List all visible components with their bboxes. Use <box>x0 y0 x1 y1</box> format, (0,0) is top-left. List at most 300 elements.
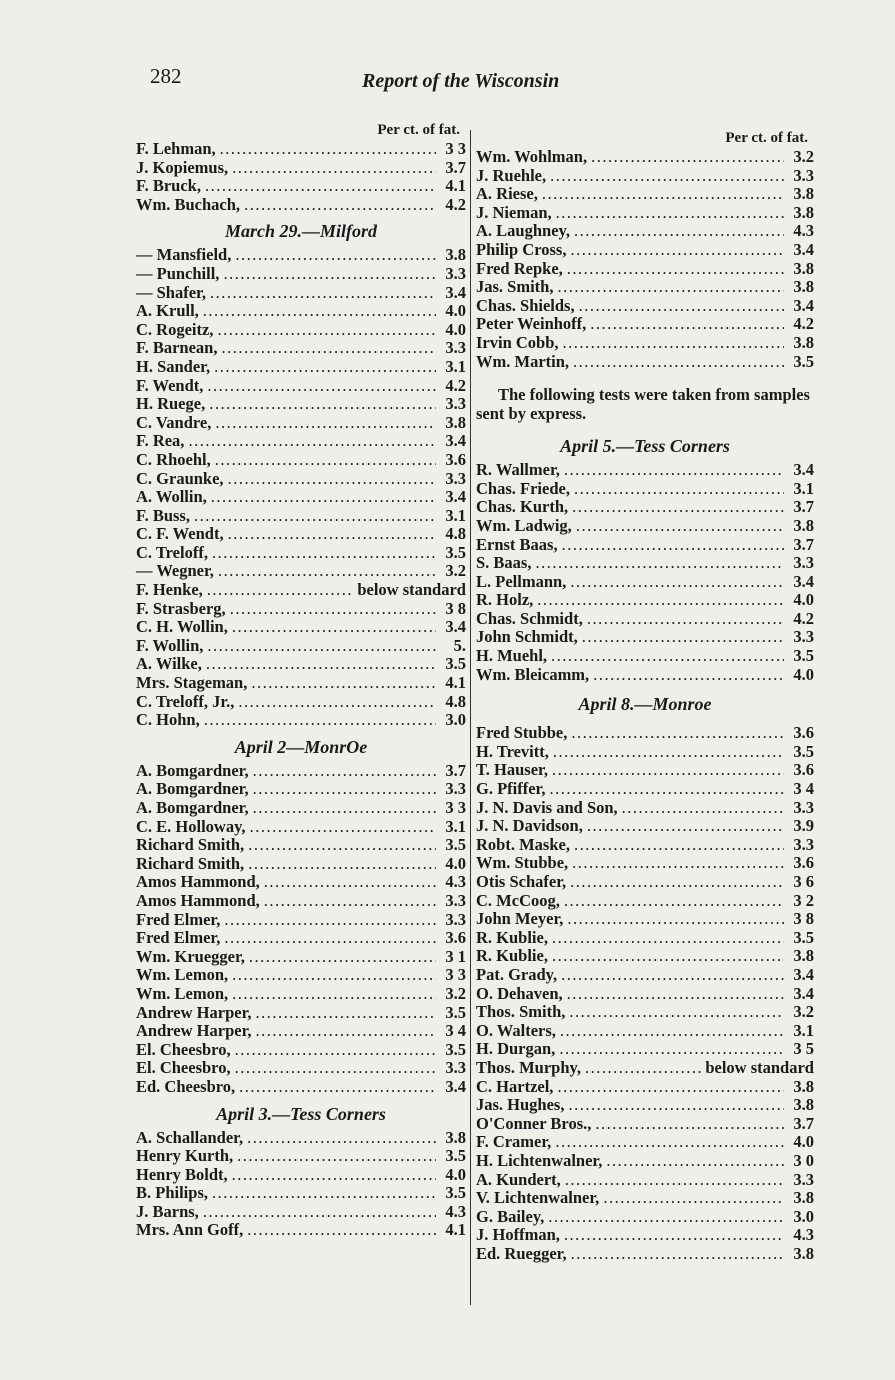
entry-name: Mrs. Ann Goff, <box>136 1220 244 1240</box>
list-item <box>476 799 814 818</box>
dot-leader <box>203 302 436 321</box>
fat-percent: 3.3 <box>793 553 814 573</box>
list-item <box>136 762 466 781</box>
fat-percent: 3.7 <box>793 497 814 517</box>
entry-name: Amos Hammond, <box>136 890 260 910</box>
entry-name: O'Conner Bros., <box>476 1113 592 1133</box>
list-item <box>476 536 814 555</box>
fat-percent: 3.3 <box>793 165 814 185</box>
list-item <box>476 628 814 647</box>
dot-leader <box>593 666 784 685</box>
entry-name: A. Krull, <box>136 301 199 321</box>
list-item <box>136 1184 466 1203</box>
section-heading: April 2—MonrOe <box>234 736 368 757</box>
dot-leader <box>223 265 436 284</box>
entry-name: C. Vandre, <box>136 412 212 432</box>
column-header: Per ct. of fat. <box>725 130 808 146</box>
fat-percent: 3.4 <box>793 295 814 315</box>
dot-leader <box>221 339 436 358</box>
column-header: Per ct. of fat. <box>377 122 460 138</box>
entry-name: F. Henke, <box>136 580 203 600</box>
list-item <box>136 544 466 563</box>
entry-name: Fred Stubbe, <box>476 723 568 743</box>
list-item <box>136 618 466 637</box>
fat-percent: 3.8 <box>793 515 814 535</box>
list-item <box>136 674 466 693</box>
fat-percent: below standard <box>357 580 466 600</box>
fat-percent: 4.1 <box>445 1220 466 1240</box>
dot-leader <box>587 817 784 836</box>
list-item <box>476 1171 814 1190</box>
dot-leader <box>574 480 784 499</box>
entry-name: H. Sander, <box>136 356 211 376</box>
entry-name: A. Laughney, <box>476 221 570 241</box>
fat-percent: 3.6 <box>445 928 466 948</box>
note-paragraph: The following tests were taken from samples sent by express. <box>476 385 810 424</box>
fat-percent: 3.3 <box>445 338 466 358</box>
list-item <box>136 140 466 159</box>
dot-leader <box>218 562 436 581</box>
dot-leader <box>576 517 784 536</box>
entry-name: C. Hartzel, <box>476 1076 554 1096</box>
list-item <box>136 780 466 799</box>
fat-percent: 3 4 <box>445 1021 466 1041</box>
fat-percent: below standard <box>705 1057 814 1077</box>
dot-leader <box>237 1147 436 1166</box>
entry-name: S. Baas, <box>476 553 532 573</box>
fat-percent: 3.4 <box>445 1076 466 1096</box>
list-item <box>136 892 466 911</box>
dot-leader <box>622 799 784 818</box>
entry-name: Henry Boldt, <box>136 1164 228 1184</box>
fat-percent: 3.3 <box>445 468 466 488</box>
fat-percent: 3 0 <box>793 1150 814 1170</box>
fat-percent: 3.5 <box>445 542 466 562</box>
list-item <box>136 836 466 855</box>
list-item <box>476 1208 814 1227</box>
list-item <box>136 581 466 600</box>
dot-leader <box>228 470 436 489</box>
dot-leader <box>217 321 436 340</box>
list-item <box>136 339 466 358</box>
dot-leader <box>232 966 436 985</box>
dot-leader <box>230 600 436 619</box>
dot-leader <box>569 1003 784 1022</box>
dot-leader <box>253 762 436 781</box>
entry-name: Richard Smith, <box>136 853 245 873</box>
entry-name: C. Treloff, <box>136 542 208 562</box>
fat-percent: 3.4 <box>793 571 814 591</box>
list-item <box>476 517 814 536</box>
dot-leader <box>567 985 784 1004</box>
entry-name: Wm. Martin, <box>476 351 570 371</box>
list-item <box>476 1040 814 1059</box>
entry-name: B. Philips, <box>136 1183 208 1203</box>
fat-percent: 4.8 <box>445 691 466 711</box>
list-group <box>136 1129 466 1241</box>
entry-name: C. Hohn, <box>136 710 200 730</box>
list-item <box>476 1059 814 1078</box>
entry-name: C. E. Holloway, <box>136 816 246 836</box>
entry-name: J. N. Davis and Son, <box>476 797 618 817</box>
entry-name: Ed. Cheesbro, <box>136 1076 236 1096</box>
dot-leader <box>565 1171 784 1190</box>
dot-leader <box>568 1096 784 1115</box>
dot-leader <box>571 1245 784 1264</box>
section-heading: April 5.—Tess Corners <box>560 436 730 457</box>
list-item <box>476 966 814 985</box>
list-item <box>136 855 466 874</box>
fat-percent: 3.3 <box>793 834 814 854</box>
entry-name: A. Bomgardner, <box>136 779 249 799</box>
entry-name: J. Kopiemus, <box>136 157 229 177</box>
entry-name: Wm. Buchach, <box>136 194 241 214</box>
fat-percent: 3.2 <box>445 983 466 1003</box>
list-item <box>136 1004 466 1023</box>
fat-percent: 3.3 <box>793 627 814 647</box>
list-item <box>136 929 466 948</box>
list-item <box>136 1078 466 1097</box>
list-item <box>476 1003 814 1022</box>
entry-name: F. Barnean, <box>136 338 218 358</box>
list-item <box>136 1022 466 1041</box>
list-item <box>136 1041 466 1060</box>
entry-name: Pat. Grady, <box>476 964 558 984</box>
entry-name: L. Pellmann, <box>476 571 567 591</box>
list-item <box>136 507 466 526</box>
dot-leader <box>570 241 784 260</box>
dot-leader <box>542 185 784 204</box>
dot-leader <box>572 498 784 517</box>
list-item <box>476 1189 814 1208</box>
fat-percent: 3.0 <box>445 710 466 730</box>
left-column <box>136 120 466 1240</box>
right-column <box>476 128 814 1263</box>
dot-leader <box>211 488 436 507</box>
dot-leader <box>253 799 436 818</box>
fat-percent: 3.6 <box>793 723 814 743</box>
list-item <box>136 470 466 489</box>
entry-name: J. Nieman, <box>476 202 552 222</box>
entry-name: R. Kublie, <box>476 946 548 966</box>
fat-percent: 3.9 <box>793 816 814 836</box>
fat-percent: 4.0 <box>445 1164 466 1184</box>
entry-name: C. F. Wendt, <box>136 524 224 544</box>
fat-percent: 4.2 <box>445 375 466 395</box>
dot-leader <box>561 966 784 985</box>
dot-leader <box>562 536 784 555</box>
list-item <box>476 461 814 480</box>
entry-name: Fred Repke, <box>476 258 563 278</box>
entry-name: Chas. Shields, <box>476 295 575 315</box>
entry-name: Thos. Murphy, <box>476 1057 581 1077</box>
entry-name: C. Treloff, Jr., <box>136 691 235 711</box>
dot-leader <box>552 929 784 948</box>
dot-leader <box>572 854 784 873</box>
entry-name: Andrew Harper, <box>136 1002 252 1022</box>
list-item <box>136 1147 466 1166</box>
dot-leader <box>214 358 436 377</box>
entry-name: H. Durgan, <box>476 1039 556 1059</box>
fat-percent: 3.1 <box>445 356 466 376</box>
dot-leader <box>563 334 784 353</box>
entry-name: F. Bruck, <box>136 176 201 196</box>
dot-leader <box>560 1022 784 1041</box>
list-item <box>136 246 466 265</box>
section-heading: April 8.—Monroe <box>578 694 712 715</box>
list-item <box>476 873 814 892</box>
dot-leader <box>582 628 784 647</box>
fat-percent: 3.3 <box>445 263 466 283</box>
entry-name: — Mansfield, <box>136 245 232 265</box>
entry-name: A. Wollin, <box>136 487 207 507</box>
dot-leader <box>256 1004 437 1023</box>
list-item <box>476 315 814 334</box>
entry-name: O. Dehaven, <box>476 983 563 1003</box>
dot-leader <box>551 647 784 666</box>
list-group <box>136 140 466 214</box>
list-item <box>136 525 466 544</box>
fat-percent: 3.8 <box>793 184 814 204</box>
entry-name: Philip Cross, <box>476 239 567 259</box>
entry-name: H. Ruege, <box>136 394 206 414</box>
entry-name: F. Wollin, <box>136 635 204 655</box>
dot-leader <box>212 1184 436 1203</box>
list-item <box>136 358 466 377</box>
dot-leader <box>235 1059 436 1078</box>
list-item <box>476 204 814 223</box>
list-item <box>476 1133 814 1152</box>
list-item <box>136 395 466 414</box>
entry-name: Richard Smith, <box>136 835 245 855</box>
dot-leader <box>204 711 436 730</box>
dot-leader <box>550 780 785 799</box>
list-item <box>136 1221 466 1240</box>
fat-percent: 3.3 <box>445 909 466 929</box>
section-heading: April 3.—Tess Corners <box>216 1103 386 1124</box>
dot-leader <box>264 873 436 892</box>
dot-leader <box>232 985 436 1004</box>
dot-leader <box>215 414 436 433</box>
fat-percent: 3.8 <box>793 332 814 352</box>
fat-percent: 3.8 <box>793 202 814 222</box>
fat-percent: 4.2 <box>445 194 466 214</box>
entry-name: G. Bailey, <box>476 1206 545 1226</box>
fat-percent: 4.0 <box>793 664 814 684</box>
fat-percent: 3.6 <box>793 760 814 780</box>
fat-percent: 3.8 <box>793 1095 814 1115</box>
entry-name: Wm. Lemon, <box>136 983 229 1003</box>
entry-name: C. Rogeitz, <box>136 319 214 339</box>
entry-name: C. Graunke, <box>136 468 224 488</box>
fat-percent: 3.2 <box>793 147 814 166</box>
fat-percent: 3 1 <box>445 946 466 966</box>
list-item <box>476 278 814 297</box>
fat-percent: 3.3 <box>793 797 814 817</box>
dot-leader <box>210 284 436 303</box>
entry-name: J. Hoffman, <box>476 1225 560 1245</box>
dot-leader <box>553 743 784 762</box>
dot-leader <box>207 637 436 656</box>
fat-percent: 3.5 <box>445 654 466 674</box>
list-item <box>136 1129 466 1148</box>
dot-leader <box>564 892 784 911</box>
dot-leader <box>579 297 784 316</box>
entry-name: H. Trevitt, <box>476 741 549 761</box>
fat-percent: 3.6 <box>793 853 814 873</box>
list-item <box>136 985 466 1004</box>
dot-leader <box>206 655 436 674</box>
list-item <box>476 591 814 610</box>
list-item <box>136 873 466 892</box>
fat-percent: 3.5 <box>445 1002 466 1022</box>
fat-percent: 4.0 <box>445 319 466 339</box>
entry-name: F. Cramer, <box>476 1132 552 1152</box>
fat-percent: 3 2 <box>793 890 814 910</box>
fat-percent: 3 3 <box>445 798 466 817</box>
entry-name: Wm. Kruegger, <box>136 946 245 966</box>
dot-leader <box>215 451 436 470</box>
section-heading: March 29.—Milford <box>224 221 377 242</box>
fat-percent: 3.8 <box>445 412 466 432</box>
list-item <box>136 451 466 470</box>
fat-percent: 4.3 <box>793 221 814 241</box>
entry-name: A. Bomgardner, <box>136 798 249 817</box>
list-item <box>136 1059 466 1078</box>
fat-percent: 3.4 <box>445 431 466 451</box>
fat-percent: 4.0 <box>793 590 814 610</box>
fat-percent: 4.2 <box>793 608 814 628</box>
entry-name: H. Lichtenwalner, <box>476 1150 603 1170</box>
fat-percent: 3 3 <box>445 965 466 985</box>
list-item <box>136 432 466 451</box>
list-item <box>476 241 814 260</box>
list-item <box>136 1203 466 1222</box>
list-item <box>136 414 466 433</box>
list-item <box>476 947 814 966</box>
dot-leader <box>212 544 436 563</box>
entry-name: John Meyer, <box>476 909 564 929</box>
dot-leader <box>590 315 784 334</box>
list-item <box>476 1096 814 1115</box>
list-item <box>476 985 814 1004</box>
fat-percent: 3.2 <box>445 561 466 581</box>
dot-leader <box>548 1208 784 1227</box>
fat-percent: 3 5 <box>793 1039 814 1059</box>
entry-name: Mrs. Stageman, <box>136 673 248 693</box>
entry-name: A. Schallander, <box>136 1127 244 1147</box>
dot-leader <box>250 818 436 837</box>
list-item <box>136 562 466 581</box>
list-item <box>476 780 814 799</box>
list-item <box>136 711 466 730</box>
dot-leader <box>557 1078 784 1097</box>
entry-name: Henry Kurth, <box>136 1146 234 1166</box>
dot-leader <box>238 693 436 712</box>
list-item <box>476 892 814 911</box>
dot-leader <box>573 353 784 372</box>
list-item <box>476 498 814 517</box>
list-item <box>476 222 814 241</box>
list-item <box>476 1022 814 1041</box>
fat-percent: 3.8 <box>793 258 814 278</box>
fat-percent: 4.0 <box>445 853 466 873</box>
entry-name: J. N. Davidson, <box>476 816 583 836</box>
list-item <box>136 693 466 712</box>
entry-name: O. Walters, <box>476 1020 556 1040</box>
dot-leader <box>552 761 784 780</box>
list-item <box>136 488 466 507</box>
entry-name: J. Ruehle, <box>476 165 547 185</box>
dot-leader <box>256 1022 437 1041</box>
dot-leader <box>595 1115 784 1134</box>
dot-leader <box>264 892 436 911</box>
entry-name: — Punchill, <box>136 263 220 283</box>
fat-percent: 3.5 <box>445 835 466 855</box>
fat-percent: 3.4 <box>445 487 466 507</box>
list-group <box>476 148 814 371</box>
list-item <box>476 666 814 685</box>
dot-leader <box>606 1152 784 1171</box>
list-item <box>476 353 814 372</box>
fat-percent: 3.8 <box>793 1188 814 1208</box>
entry-name: C. McCoog, <box>476 890 560 910</box>
fat-percent: 4.3 <box>445 872 466 892</box>
fat-percent: 3.3 <box>793 1169 814 1189</box>
entry-name: Chas. Friede, <box>476 478 570 498</box>
fat-percent: 3.8 <box>793 946 814 966</box>
fat-percent: 4.0 <box>445 301 466 321</box>
dot-leader <box>570 873 784 892</box>
fat-percent: 3.7 <box>793 534 814 554</box>
list-group <box>476 461 814 684</box>
dot-leader <box>205 177 436 196</box>
entry-name: F. Rea, <box>136 431 185 451</box>
fat-percent: 4.8 <box>445 524 466 544</box>
list-group <box>476 724 814 1263</box>
list-item <box>136 196 466 215</box>
fat-percent: 3 8 <box>793 909 814 929</box>
dot-leader <box>232 1166 436 1185</box>
entry-name: R. Holz, <box>476 590 534 610</box>
list-item <box>136 284 466 303</box>
entry-name: Wm. Bleicamm, <box>476 664 590 684</box>
dot-leader <box>555 1133 784 1152</box>
list-item <box>476 260 814 279</box>
dot-leader <box>224 911 436 930</box>
fat-percent: 3.8 <box>793 1243 814 1263</box>
fat-percent: 3.7 <box>445 760 466 780</box>
dot-leader <box>220 140 436 159</box>
list-group <box>136 762 466 1097</box>
entry-name: J. Barns, <box>136 1201 199 1221</box>
dot-leader <box>247 1129 436 1148</box>
list-item <box>476 167 814 186</box>
fat-percent: 4.1 <box>445 176 466 196</box>
entry-name: — Wegner, <box>136 561 214 581</box>
entry-name: Jas. Hughes, <box>476 1095 565 1115</box>
dot-leader <box>194 507 436 526</box>
fat-percent: 3.4 <box>793 964 814 984</box>
dot-leader <box>587 610 784 629</box>
list-item <box>476 148 814 167</box>
dot-leader <box>535 554 784 573</box>
fat-percent: 3.8 <box>793 277 814 297</box>
dot-leader <box>188 432 436 451</box>
fat-percent: 4.1 <box>445 673 466 693</box>
dot-leader <box>232 618 436 637</box>
list-item <box>476 1115 814 1134</box>
